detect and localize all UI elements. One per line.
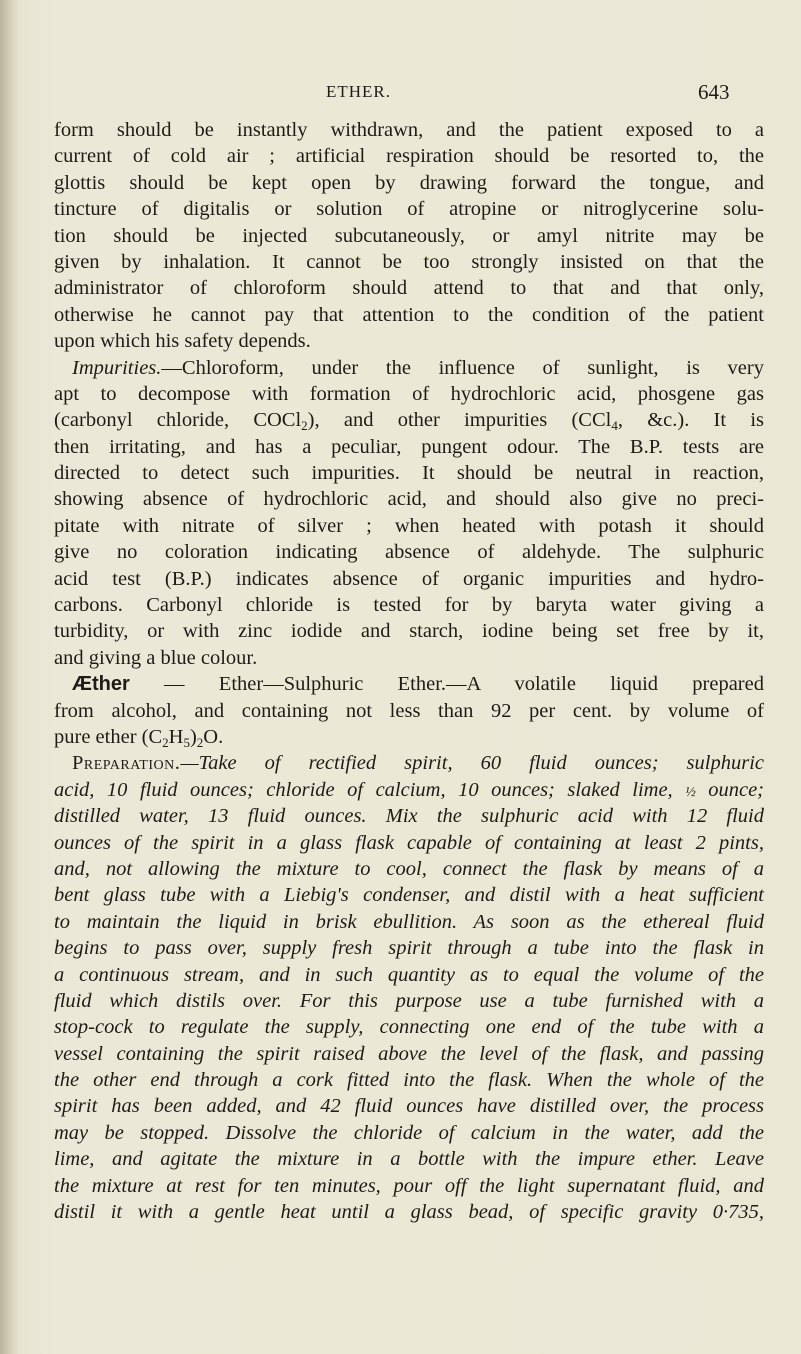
running-head: ETHER. <box>326 82 392 101</box>
text-span: , &c.). It is <box>617 409 764 432</box>
text-line: and, not allowing the mixture to cool, connect the flask by means of a <box>54 857 764 880</box>
text-line: administrator of chloroform should attend to that and that only, <box>54 277 764 300</box>
text-line <box>54 671 764 697</box>
subscript: 2 <box>162 734 169 750</box>
text-line: acid test (B.P.) indicates absence of organic impurities and hydro- <box>54 567 764 590</box>
text-span: pure ether (C <box>54 725 163 748</box>
text-line <box>54 777 764 803</box>
page-number: 643 <box>698 80 730 104</box>
page-body <box>54 117 764 1225</box>
text-span: H <box>168 725 184 748</box>
paragraph-aether <box>54 671 764 750</box>
text-span: —Take of rectified spirit, 60 fluid ounces; sulphuric <box>180 752 764 775</box>
text-span: O. <box>203 725 224 748</box>
text-line: from alcohol, and containing not less than 92 per cent. by volume of <box>54 699 764 722</box>
subscript: 4 <box>611 418 618 434</box>
text-line: to maintain the liquid in brisk ebullition. As soon as the ethereal fluid <box>54 910 764 933</box>
page-gutter-shadow <box>0 0 18 1354</box>
subscript: 2 <box>196 734 204 750</box>
text-span: ) <box>189 725 197 748</box>
text-line: a continuous stream, and in such quantity as to equal the volume of the <box>54 963 764 986</box>
text-line: distilled water, 13 fluid ounces. Mix the sulphuric acid with 12 fluid <box>54 805 764 828</box>
text-line: the mixture at rest for ten minutes, pour off the light supernatant fluid, and <box>54 1174 764 1197</box>
text-line: the other end through a cork fitted into the flask. When the whole of the <box>54 1069 764 1092</box>
text-line: given by inhalation. It cannot be too strongly insisted on that the <box>54 250 764 273</box>
fraction: ½ <box>685 784 696 800</box>
text-span: ounce; <box>695 778 764 801</box>
paragraph-chloroform-treatment <box>54 117 764 355</box>
impurities-heading: Impurities. <box>72 356 162 379</box>
text-line: spirit has been added, and 42 fluid ounces have distilled over, the process <box>54 1095 764 1118</box>
text-line: turbidity, or with zinc iodide and starch, iodine being set free by it, <box>54 620 764 643</box>
text-line: otherwise he cannot pay that attention to the condition of the patient <box>54 303 764 326</box>
text-line: carbons. Carbonyl chloride is tested for by baryta water giving a <box>54 594 764 617</box>
paragraph-impurities <box>54 355 764 672</box>
text-line: ounces of the spirit in a glass flask capable of containing at least 2 pints, <box>54 831 764 854</box>
text-line: bent glass tube with a Liebig's condenser, and distil with a heat sufficient <box>54 884 764 907</box>
text-line: and giving a blue colour. <box>54 646 258 669</box>
text-line: tincture of digitalis or solution of atropine or nitroglycerine solu- <box>54 198 764 221</box>
preparation-heading: Preparation. <box>72 752 181 775</box>
text-line: current of cold air ; artificial respiration should be resorted to, the <box>54 145 764 168</box>
text-line: then irritating, and has a peculiar, pungent odour. The B.P. tests are <box>54 435 764 458</box>
text-line: vessel containing the spirit raised above the level of the flask, and passing <box>54 1042 764 1065</box>
text-span: acid, 10 fluid ounces; chloride of calcium, 10 ounces; slaked lime, <box>54 778 673 801</box>
text-line: fluid which distils over. For this purpose use a tube furnished with a <box>54 989 764 1012</box>
text-line: form should be instantly withdrawn, and the patient exposed to a <box>54 119 764 141</box>
text-span: —Chloroform, under the influence of sunlight, is very <box>161 356 764 379</box>
text-line: apt to decompose with formation of hydrochloric acid, phosgene gas <box>54 382 764 405</box>
text-span: (carbonyl chloride, COCl <box>54 409 302 432</box>
text-line: distil it with a gentle heat until a glass bead, of specific gravity 0·735, <box>54 1201 764 1224</box>
aether-heading: Æther <box>72 673 130 696</box>
text-line: glottis should be kept open by drawing forward the tongue, and <box>54 171 764 194</box>
text-span: ), and other impurities (CCl <box>307 409 612 432</box>
subscript: 5 <box>183 734 190 750</box>
text-line: lime, and agitate the mixture in a bottle with the impure ether. Leave <box>54 1148 764 1171</box>
text-line <box>54 724 764 750</box>
text-line: begins to pass over, supply fresh spirit through a tube into the flask in <box>54 937 764 960</box>
text-line <box>54 750 764 776</box>
text-line: may be stopped. Dissolve the chloride of calcium in the water, add the <box>54 1121 764 1144</box>
text-line: pitate with nitrate of silver ; when heated with potash it should <box>54 514 764 537</box>
text-line <box>54 407 764 433</box>
text-line: tion should be injected subcutaneously, or amyl nitrite may be <box>54 224 764 247</box>
paragraph-preparation <box>54 750 764 1225</box>
subscript: 2 <box>301 418 308 434</box>
text-line: upon which his safety depends. <box>54 330 311 353</box>
text-line: give no coloration indicating absence of aldehyde. The sulphuric <box>54 541 764 564</box>
text-span: — Ether—Sulphuric Ether.—A volatile liquid prepared <box>129 673 764 696</box>
text-line <box>54 355 764 381</box>
page-header <box>0 82 801 106</box>
text-line: directed to detect such impurities. It should be neutral in reaction, <box>54 462 764 485</box>
text-line: showing absence of hydrochloric acid, and should also give no preci- <box>54 488 764 511</box>
text-line: stop-cock to regulate the supply, connecting one end of the tube with a <box>54 1016 764 1039</box>
